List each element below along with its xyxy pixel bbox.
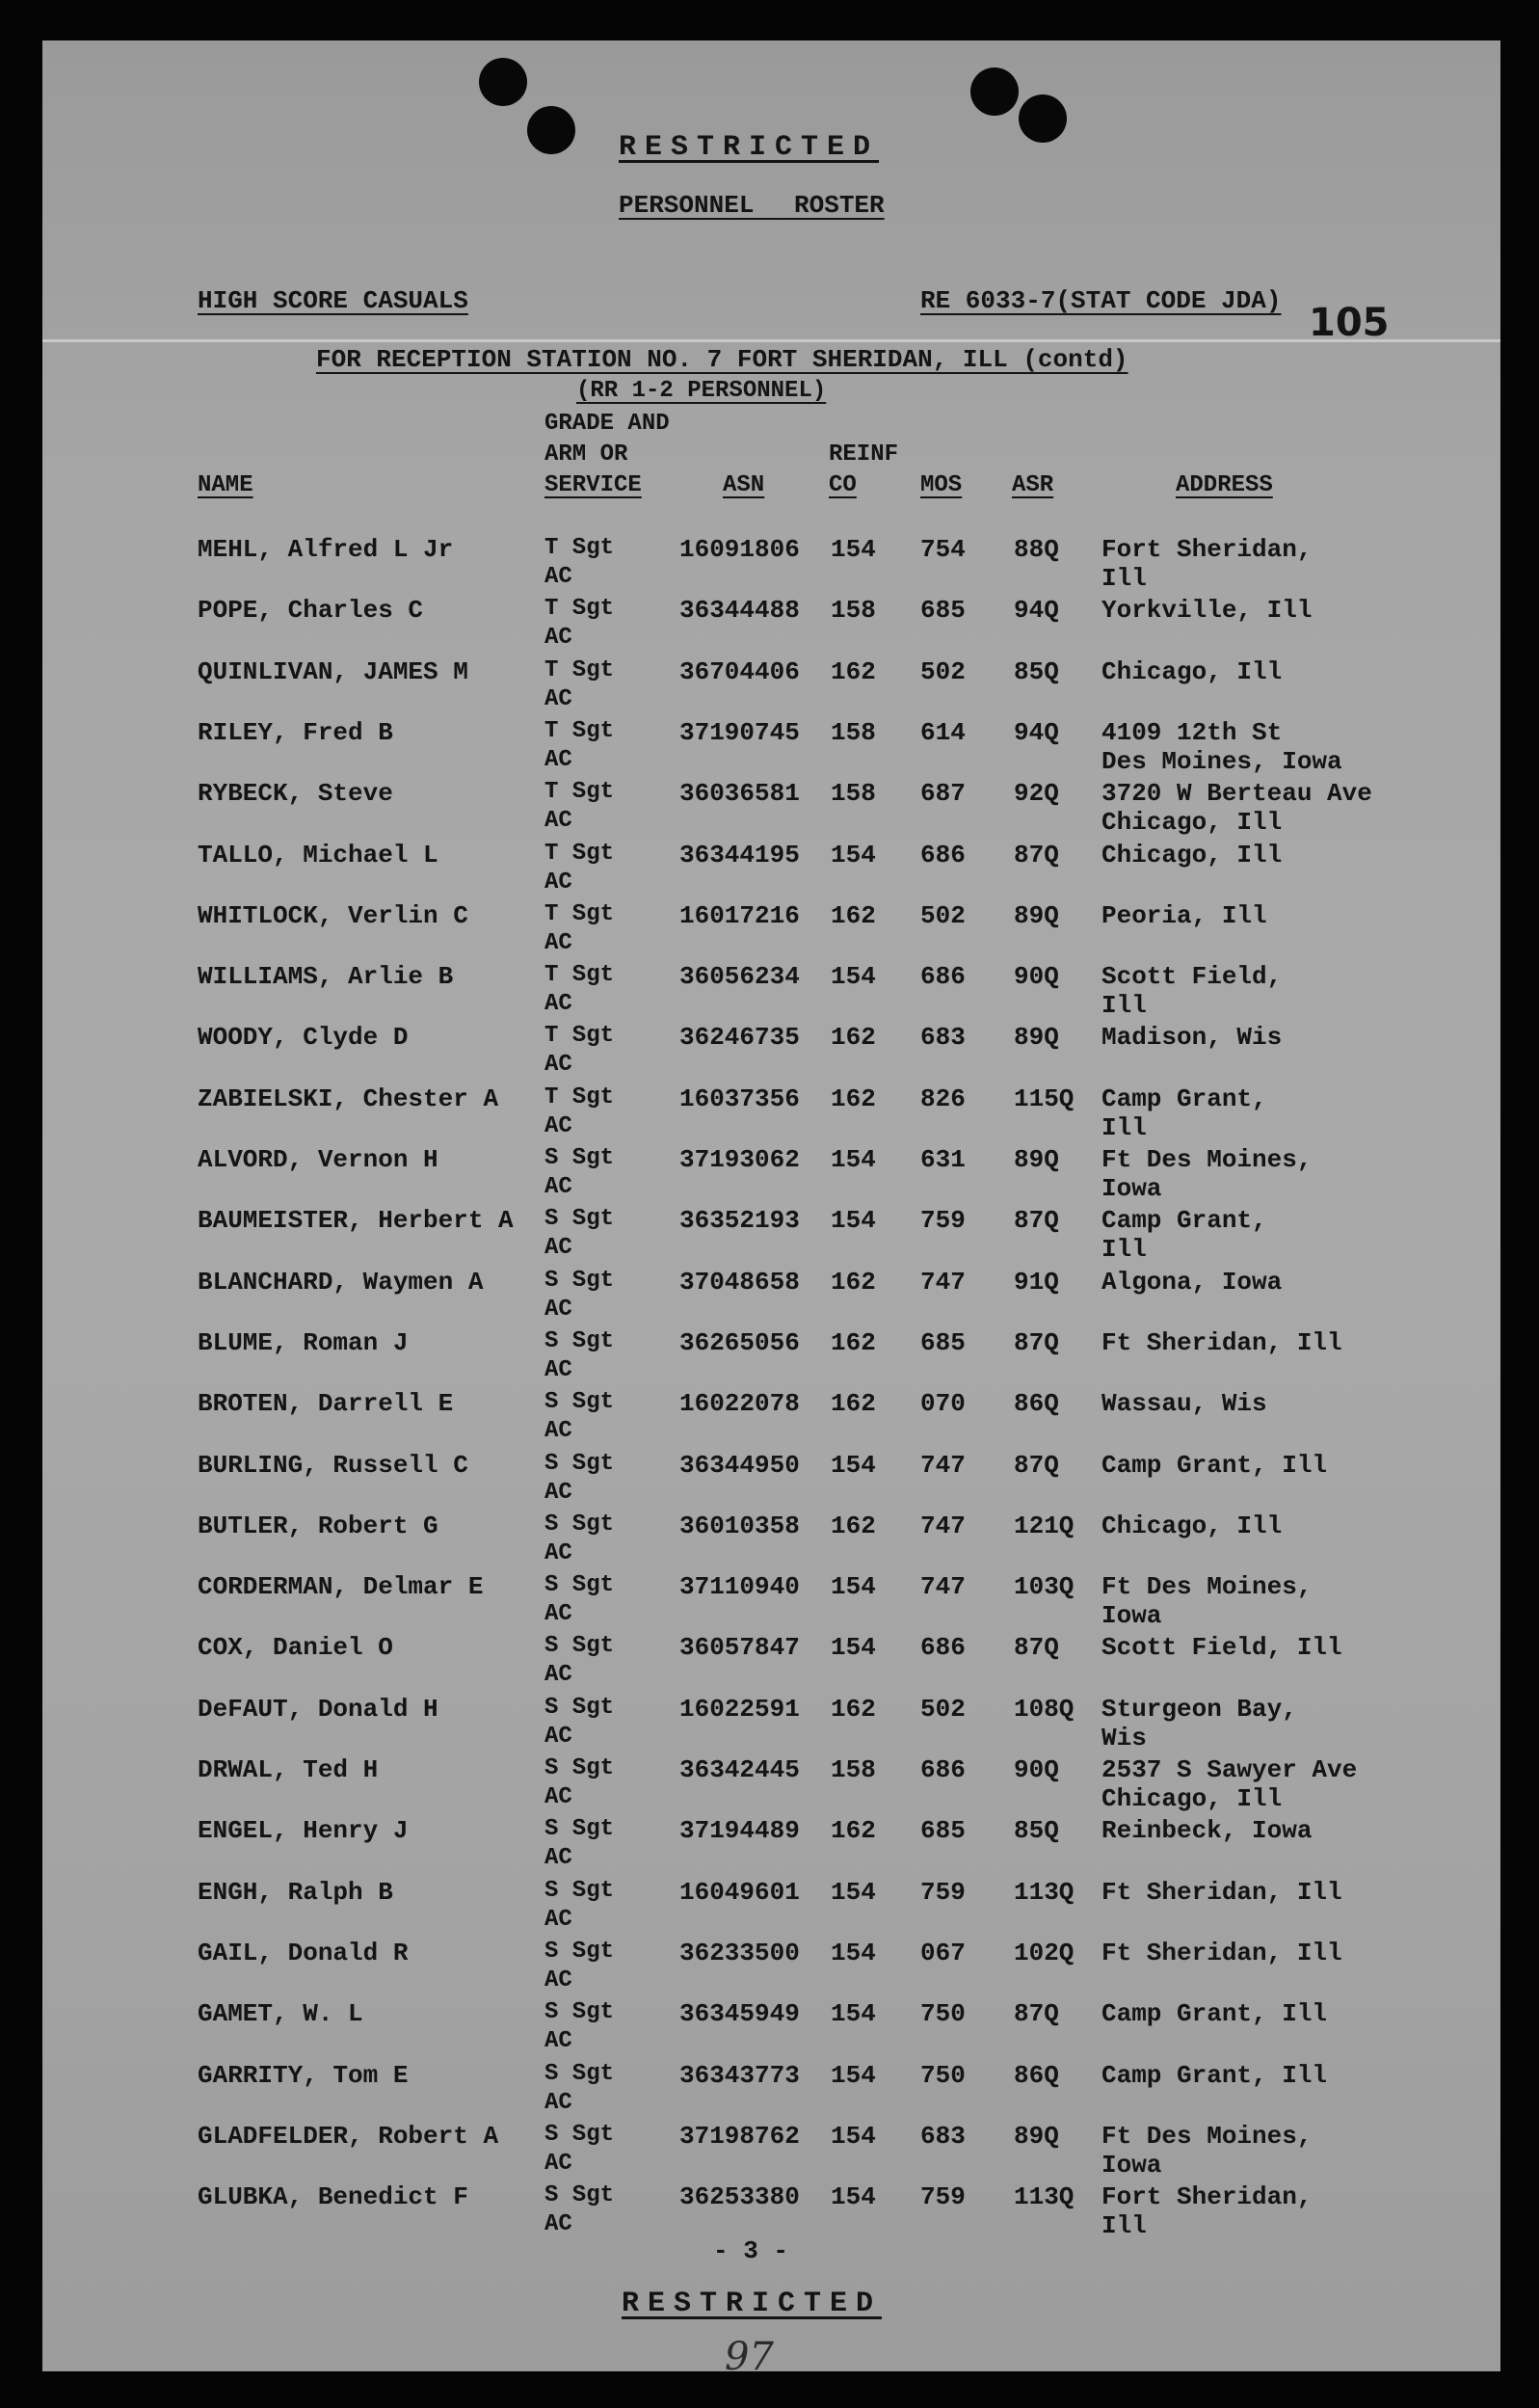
row-grade: S Sgt <box>544 1328 615 1354</box>
row-address-line2: Ill <box>1101 1113 1147 1142</box>
row-asn: 16022078 <box>679 1389 800 1418</box>
row-arm: AC <box>544 1662 572 1688</box>
punch-hole <box>479 58 527 106</box>
row-mos: 631 <box>920 1145 966 1174</box>
row-grade: S Sgt <box>544 1939 615 1965</box>
row-arm: AC <box>544 1540 572 1566</box>
row-asr: 91Q <box>1014 1268 1059 1297</box>
row-arm: AC <box>544 1052 572 1078</box>
table-row <box>0 1878 1539 1940</box>
row-asr: 94Q <box>1014 596 1059 625</box>
row-grade: T Sgt <box>544 779 615 805</box>
row-address-line1: Ft Sheridan, Ill <box>1101 1939 1342 1967</box>
row-arm: AC <box>544 1235 572 1261</box>
row-grade: S Sgt <box>544 2122 615 2148</box>
right-header: RE 6033-7(STAT CODE JDA) <box>920 286 1282 315</box>
row-arm: AC <box>544 686 572 712</box>
row-reinf-co: 154 <box>831 2182 876 2211</box>
row-grade: T Sgt <box>544 535 615 561</box>
row-address-line1: Chicago, Ill <box>1101 1512 1283 1540</box>
row-reinf-co: 154 <box>831 1633 876 1662</box>
row-address-line2: Chicago, Ill <box>1101 1784 1283 1813</box>
row-asr: 87Q <box>1014 1328 1059 1357</box>
table-row <box>0 1389 1539 1451</box>
row-reinf-co: 162 <box>831 901 876 930</box>
row-reinf-co: 158 <box>831 718 876 747</box>
row-address-line1: Chicago, Ill <box>1101 657 1283 686</box>
row-name: ALVORD, Vernon H <box>198 1145 438 1174</box>
row-address-line1: Scott Field, <box>1101 962 1283 991</box>
table-row <box>0 596 1539 657</box>
row-address-line2: Chicago, Ill <box>1101 808 1283 837</box>
row-mos: 683 <box>920 2122 966 2151</box>
row-asn: 37048658 <box>679 1268 800 1297</box>
row-address-line2: Ill <box>1101 1235 1147 1264</box>
table-row <box>0 779 1539 841</box>
row-address-line1: Yorkville, Ill <box>1101 596 1313 625</box>
row-name: TALLO, Michael L <box>198 841 438 870</box>
row-asn: 36344950 <box>679 1451 800 1480</box>
col-reinf-line2: CO <box>829 472 857 498</box>
document-title: PERSONNEL ROSTER <box>619 191 885 220</box>
row-address-line2: Wis <box>1101 1724 1147 1752</box>
row-asn: 36352193 <box>679 1206 800 1235</box>
row-arm: AC <box>544 1724 572 1750</box>
row-asn: 37190745 <box>679 718 800 747</box>
row-name: BLUME, Roman J <box>198 1328 409 1357</box>
row-reinf-co: 154 <box>831 1206 876 1235</box>
row-arm: AC <box>544 2211 572 2237</box>
row-mos: 754 <box>920 535 966 564</box>
row-asr: 90Q <box>1014 1755 1059 1784</box>
row-reinf-co: 162 <box>831 1023 876 1052</box>
table-row <box>0 1512 1539 1573</box>
row-grade: T Sgt <box>544 962 615 988</box>
row-arm: AC <box>544 2090 572 2116</box>
row-asr: 89Q <box>1014 1145 1059 1174</box>
station-line: FOR RECEPTION STATION NO. 7 FORT SHERIDAN, ILL (contd) <box>316 345 1128 374</box>
row-mos: 502 <box>920 901 966 930</box>
row-reinf-co: 154 <box>831 535 876 564</box>
row-address-line1: Wassau, Wis <box>1101 1389 1267 1418</box>
row-mos: 502 <box>920 657 966 686</box>
row-mos: 759 <box>920 2182 966 2211</box>
row-asn: 36036581 <box>679 779 800 808</box>
row-grade: S Sgt <box>544 1389 615 1415</box>
row-mos: 747 <box>920 1512 966 1540</box>
row-mos: 685 <box>920 1816 966 1845</box>
row-name: BAUMEISTER, Herbert A <box>198 1206 514 1235</box>
table-row <box>0 1633 1539 1695</box>
table-row <box>0 2182 1539 2244</box>
row-address-line2: Ill <box>1101 2211 1147 2240</box>
row-mos: 686 <box>920 1755 966 1784</box>
row-asn: 16022591 <box>679 1695 800 1724</box>
row-address-line1: Camp Grant, <box>1101 1084 1267 1113</box>
row-arm: AC <box>544 1784 572 1810</box>
col-asn: ASN <box>723 472 765 498</box>
row-name: DRWAL, Ted H <box>198 1755 379 1784</box>
table-row <box>0 718 1539 780</box>
row-address-line1: Algona, Iowa <box>1101 1268 1283 1297</box>
row-reinf-co: 154 <box>831 1878 876 1907</box>
row-mos: 759 <box>920 1878 966 1907</box>
row-asn: 37198762 <box>679 2122 800 2151</box>
table-row <box>0 2061 1539 2123</box>
row-asr: 85Q <box>1014 1816 1059 1845</box>
row-asn: 16049601 <box>679 1878 800 1907</box>
row-name: GAMET, W. L <box>198 1999 363 2028</box>
row-mos: 685 <box>920 596 966 625</box>
row-grade: S Sgt <box>544 1633 615 1659</box>
row-asr: 113Q <box>1014 1878 1075 1907</box>
row-grade: S Sgt <box>544 2061 615 2087</box>
row-asn: 16017216 <box>679 901 800 930</box>
row-reinf-co: 154 <box>831 1572 876 1601</box>
row-asn: 36344488 <box>679 596 800 625</box>
row-asr: 92Q <box>1014 779 1059 808</box>
row-arm: AC <box>544 747 572 773</box>
row-name: WILLIAMS, Arlie B <box>198 962 454 991</box>
row-address-line1: Peoria, Ill <box>1101 901 1267 930</box>
row-asr: 87Q <box>1014 1206 1059 1235</box>
row-grade: S Sgt <box>544 1512 615 1538</box>
row-asr: 94Q <box>1014 718 1059 747</box>
page-stamp: 105 <box>1309 301 1390 345</box>
row-mos: 686 <box>920 1633 966 1662</box>
row-name: ZABIELSKI, Chester A <box>198 1084 499 1113</box>
row-name: ENGH, Ralph B <box>198 1878 393 1907</box>
punch-hole <box>527 106 575 154</box>
row-mos: 687 <box>920 779 966 808</box>
row-mos: 683 <box>920 1023 966 1052</box>
table-row <box>0 1939 1539 2000</box>
row-mos: 685 <box>920 1328 966 1357</box>
row-address-line1: 4109 12th St <box>1101 718 1283 747</box>
table-row <box>0 841 1539 902</box>
row-grade: S Sgt <box>544 1816 615 1842</box>
row-grade: T Sgt <box>544 718 615 744</box>
punch-hole <box>970 67 1019 116</box>
row-asr: 90Q <box>1014 962 1059 991</box>
table-row <box>0 1145 1539 1207</box>
row-asr: 89Q <box>1014 2122 1059 2151</box>
row-asn: 37110940 <box>679 1572 800 1601</box>
row-address-line1: Chicago, Ill <box>1101 841 1283 870</box>
row-asr: 102Q <box>1014 1939 1075 1967</box>
col-address: ADDRESS <box>1176 472 1273 498</box>
row-reinf-co: 158 <box>831 596 876 625</box>
row-asn: 16037356 <box>679 1084 800 1113</box>
row-asn: 36342445 <box>679 1755 800 1784</box>
row-reinf-co: 162 <box>831 1389 876 1418</box>
table-row <box>0 1572 1539 1634</box>
table-row <box>0 1999 1539 2061</box>
table-row <box>0 962 1539 1024</box>
row-grade: T Sgt <box>544 841 615 867</box>
row-reinf-co: 162 <box>831 1328 876 1357</box>
row-asr: 87Q <box>1014 1451 1059 1480</box>
left-header: HIGH SCORE CASUALS <box>198 286 468 315</box>
row-address-line2: Ill <box>1101 991 1147 1020</box>
row-mos: 750 <box>920 1999 966 2028</box>
row-address-line1: Fort Sheridan, <box>1101 2182 1313 2211</box>
row-asn: 36343773 <box>679 2061 800 2090</box>
row-asr: 108Q <box>1014 1695 1075 1724</box>
row-reinf-co: 162 <box>831 657 876 686</box>
row-address-line1: Reinbeck, Iowa <box>1101 1816 1313 1845</box>
row-address-line1: Ft Sheridan, Ill <box>1101 1878 1342 1907</box>
row-grade: T Sgt <box>544 1084 615 1110</box>
col-asr: ASR <box>1012 472 1054 498</box>
row-asr: 113Q <box>1014 2182 1075 2211</box>
row-arm: AC <box>544 1601 572 1627</box>
row-grade: S Sgt <box>544 2182 615 2208</box>
row-reinf-co: 154 <box>831 962 876 991</box>
row-arm: AC <box>544 930 572 956</box>
row-grade: S Sgt <box>544 1451 615 1477</box>
sub-line: (RR 1-2 PERSONNEL) <box>576 378 827 404</box>
table-row <box>0 657 1539 719</box>
row-reinf-co: 162 <box>831 1695 876 1724</box>
row-grade: S Sgt <box>544 1572 615 1598</box>
row-grade: S Sgt <box>544 1695 615 1721</box>
row-arm: AC <box>544 808 572 834</box>
row-asr: 103Q <box>1014 1572 1075 1601</box>
row-reinf-co: 154 <box>831 841 876 870</box>
row-address-line2: Des Moines, Iowa <box>1101 747 1342 776</box>
row-name: RYBECK, Steve <box>198 779 393 808</box>
row-arm: AC <box>544 1845 572 1871</box>
row-name: POPE, Charles C <box>198 596 424 625</box>
classification-top: RESTRICTED <box>619 131 880 164</box>
col-grade-line3: SERVICE <box>544 472 642 498</box>
row-mos: 759 <box>920 1206 966 1235</box>
row-reinf-co: 162 <box>831 1512 876 1540</box>
row-name: ENGEL, Henry J <box>198 1816 409 1845</box>
row-name: CORDERMAN, Delmar E <box>198 1572 484 1601</box>
row-arm: AC <box>544 991 572 1017</box>
row-asn: 36246735 <box>679 1023 800 1052</box>
row-name: WOODY, Clyde D <box>198 1023 409 1052</box>
col-reinf-line1: REINF <box>829 441 899 468</box>
row-grade: S Sgt <box>544 1878 615 1904</box>
row-arm: AC <box>544 1480 572 1506</box>
row-name: BURLING, Russell C <box>198 1451 468 1480</box>
row-mos: 826 <box>920 1084 966 1113</box>
row-grade: S Sgt <box>544 1145 615 1171</box>
row-name: RILEY, Fred B <box>198 718 393 747</box>
row-mos: 750 <box>920 2061 966 2090</box>
row-address-line1: Fort Sheridan, <box>1101 535 1313 564</box>
row-reinf-co: 158 <box>831 1755 876 1784</box>
row-grade: S Sgt <box>544 1206 615 1232</box>
row-asr: 89Q <box>1014 901 1059 930</box>
row-asn: 37194489 <box>679 1816 800 1845</box>
row-reinf-co: 162 <box>831 1268 876 1297</box>
row-asn: 36057847 <box>679 1633 800 1662</box>
row-asn: 36344195 <box>679 841 800 870</box>
row-reinf-co: 162 <box>831 1084 876 1113</box>
row-arm: AC <box>544 2028 572 2054</box>
row-reinf-co: 154 <box>831 1939 876 1967</box>
row-mos: 070 <box>920 1389 966 1418</box>
classification-bottom: RESTRICTED <box>622 2288 883 2320</box>
row-arm: AC <box>544 625 572 651</box>
row-address-line1: 2537 S Sawyer Ave <box>1101 1755 1358 1784</box>
row-asn: 36345949 <box>679 1999 800 2028</box>
row-address-line1: Ft Sheridan, Ill <box>1101 1328 1342 1357</box>
row-asn: 16091806 <box>679 535 800 564</box>
row-asr: 87Q <box>1014 1999 1059 2028</box>
row-address-line1: Camp Grant, Ill <box>1101 1999 1328 2028</box>
row-mos: 686 <box>920 962 966 991</box>
row-grade: S Sgt <box>544 1999 615 2025</box>
row-grade: T Sgt <box>544 657 615 683</box>
table-row <box>0 1268 1539 1329</box>
col-name: NAME <box>198 472 253 498</box>
row-name: BROTEN, Darrell E <box>198 1389 454 1418</box>
row-asn: 36704406 <box>679 657 800 686</box>
row-reinf-co: 154 <box>831 1451 876 1480</box>
row-asn: 37193062 <box>679 1145 800 1174</box>
row-asr: 88Q <box>1014 535 1059 564</box>
punch-hole <box>1019 94 1067 143</box>
row-asn: 36265056 <box>679 1328 800 1357</box>
row-address-line1: Madison, Wis <box>1101 1023 1283 1052</box>
row-reinf-co: 154 <box>831 1145 876 1174</box>
row-arm: AC <box>544 564 572 590</box>
row-arm: AC <box>544 870 572 896</box>
row-mos: 067 <box>920 1939 966 1967</box>
row-asn: 36253380 <box>679 2182 800 2211</box>
handwritten-mark: 97 <box>725 2335 774 2379</box>
row-asn: 36056234 <box>679 962 800 991</box>
col-grade-line2: ARM OR <box>544 441 628 468</box>
table-row <box>0 535 1539 597</box>
row-name: COX, Daniel O <box>198 1633 393 1662</box>
row-asr: 87Q <box>1014 841 1059 870</box>
row-address-line2: Iowa <box>1101 1174 1162 1203</box>
row-name: GLADFELDER, Robert A <box>198 2122 499 2151</box>
row-name: GARRITY, Tom E <box>198 2061 409 2090</box>
row-asr: 85Q <box>1014 657 1059 686</box>
table-row <box>0 1816 1539 1878</box>
row-name: DeFAUT, Donald H <box>198 1695 438 1724</box>
fold-line <box>42 339 1500 342</box>
row-arm: AC <box>544 2151 572 2177</box>
row-arm: AC <box>544 1174 572 1200</box>
row-address-line1: Camp Grant, Ill <box>1101 1451 1328 1480</box>
table-row <box>0 1084 1539 1146</box>
table-row <box>0 1023 1539 1084</box>
row-asr: 115Q <box>1014 1084 1075 1113</box>
table-row <box>0 1695 1539 1756</box>
row-arm: AC <box>544 1967 572 1993</box>
table-row <box>0 1451 1539 1512</box>
row-reinf-co: 154 <box>831 2122 876 2151</box>
row-grade: T Sgt <box>544 596 615 622</box>
row-grade: T Sgt <box>544 901 615 927</box>
row-grade: T Sgt <box>544 1023 615 1049</box>
row-address-line1: Camp Grant, <box>1101 1206 1267 1235</box>
row-address-line1: Ft Des Moines, <box>1101 2122 1313 2151</box>
row-asr: 89Q <box>1014 1023 1059 1052</box>
table-row <box>0 901 1539 963</box>
table-row <box>0 2122 1539 2183</box>
row-grade: S Sgt <box>544 1755 615 1781</box>
row-asr: 86Q <box>1014 1389 1059 1418</box>
row-name: GAIL, Donald R <box>198 1939 409 1967</box>
row-mos: 747 <box>920 1268 966 1297</box>
row-address-line2: Iowa <box>1101 1601 1162 1630</box>
row-asr: 87Q <box>1014 1633 1059 1662</box>
table-row <box>0 1755 1539 1817</box>
row-name: QUINLIVAN, JAMES M <box>198 657 468 686</box>
row-reinf-co: 154 <box>831 1999 876 2028</box>
row-mos: 686 <box>920 841 966 870</box>
row-address-line2: Iowa <box>1101 2151 1162 2180</box>
row-arm: AC <box>544 1297 572 1323</box>
page-number: - 3 - <box>713 2236 789 2265</box>
row-asr: 121Q <box>1014 1512 1075 1540</box>
row-arm: AC <box>544 1357 572 1383</box>
row-asn: 36233500 <box>679 1939 800 1967</box>
row-arm: AC <box>544 1907 572 1933</box>
row-asr: 86Q <box>1014 2061 1059 2090</box>
row-address-line1: 3720 W Berteau Ave <box>1101 779 1372 808</box>
row-grade: S Sgt <box>544 1268 615 1294</box>
table-row <box>0 1328 1539 1390</box>
row-address-line1: Ft Des Moines, <box>1101 1572 1313 1601</box>
row-mos: 747 <box>920 1572 966 1601</box>
row-reinf-co: 154 <box>831 2061 876 2090</box>
row-address-line1: Sturgeon Bay, <box>1101 1695 1297 1724</box>
row-mos: 747 <box>920 1451 966 1480</box>
row-arm: AC <box>544 1113 572 1139</box>
row-address-line1: Scott Field, Ill <box>1101 1633 1342 1662</box>
row-address-line2: Ill <box>1101 564 1147 593</box>
col-mos: MOS <box>920 472 963 498</box>
table-row <box>0 1206 1539 1268</box>
row-name: BUTLER, Robert G <box>198 1512 438 1540</box>
row-mos: 614 <box>920 718 966 747</box>
row-name: BLANCHARD, Waymen A <box>198 1268 484 1297</box>
row-address-line1: Ft Des Moines, <box>1101 1145 1313 1174</box>
row-address-line1: Camp Grant, Ill <box>1101 2061 1328 2090</box>
row-asn: 36010358 <box>679 1512 800 1540</box>
col-grade-line1: GRADE AND <box>544 411 670 437</box>
row-name: WHITLOCK, Verlin C <box>198 901 468 930</box>
row-arm: AC <box>544 1418 572 1444</box>
row-reinf-co: 162 <box>831 1816 876 1845</box>
row-mos: 502 <box>920 1695 966 1724</box>
row-name: GLUBKA, Benedict F <box>198 2182 468 2211</box>
row-name: MEHL, Alfred L Jr <box>198 535 454 564</box>
row-reinf-co: 158 <box>831 779 876 808</box>
